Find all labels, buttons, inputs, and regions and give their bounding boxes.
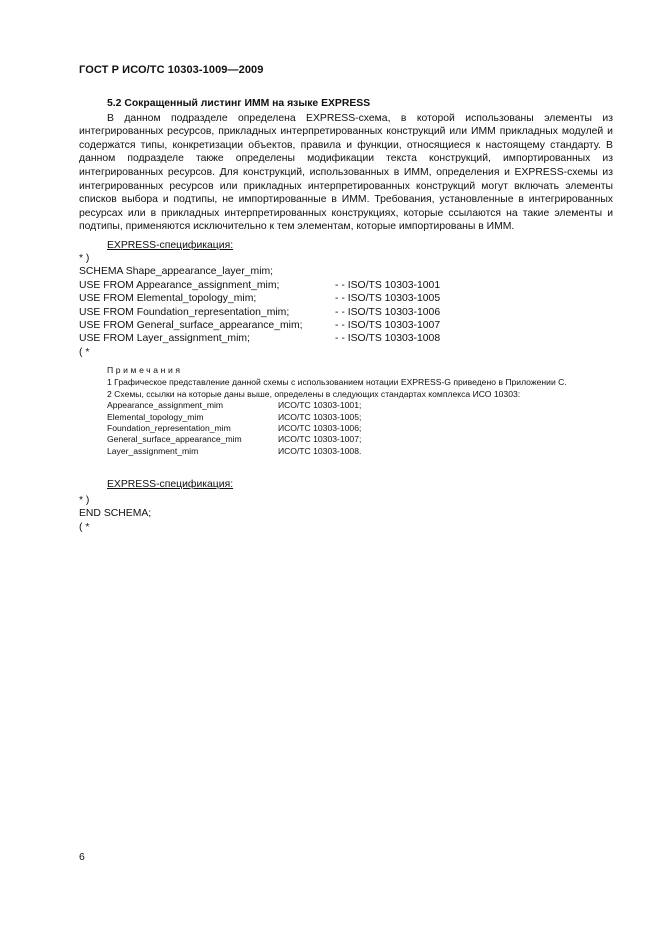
use-reference: - - ISO/TS 10303-1001: [335, 279, 441, 291]
note-1: 1 Графическое представление данной схемы с использованием нотации EXPRESS-G приведено в Приложении С.: [107, 377, 567, 388]
schema-reference-row: [107, 423, 613, 434]
spec-label-2: EXPRESS-спецификация:: [107, 479, 234, 490]
use-statement: USE FROM Elemental_topology_mim;: [79, 293, 257, 305]
schema-standard: ИСО/ТС 10303-1005;: [278, 411, 362, 422]
schema-reference-list: [107, 400, 613, 457]
code-open: * ): [79, 253, 90, 264]
notes-block: [79, 365, 613, 457]
schema-name: Appearance_assignment_mim: [107, 400, 224, 411]
schema-name: General_surface_appearance_mim: [107, 434, 242, 445]
running-header: ГОСТ Р ИСО/ТС 10303-1009—2009: [79, 64, 264, 76]
section-title: 5.2 Сокращенный листинг ИММ на языке EXPRESS: [107, 98, 371, 109]
schema-reference-row: [107, 412, 613, 423]
use-statement: USE FROM Layer_assignment_mim;: [79, 333, 250, 345]
use-statement: USE FROM Appearance_assignment_mim;: [79, 279, 280, 291]
schema-line: SCHEMA Shape_appearance_layer_mim;: [79, 266, 274, 278]
use-statement: USE FROM Foundation_representation_mim;: [79, 306, 290, 318]
schema-name: Foundation_representation_mim: [107, 423, 231, 434]
use-from-line: [79, 306, 619, 319]
use-statement: USE FROM General_surface_appearance_mim;: [79, 320, 303, 332]
notes-title: Примечания: [107, 365, 183, 375]
section-body: В данном подразделе определена EXPRESS-схема, в которой использованы элементы из интегрированных ресурсов, прикладных интерпретированных конструкций или ИММ прикладных модулей и содержатся типы, конкретизации объектов, правила и функции, относящиеся к настоящему стандарту. В данном подразделе также определены модификации текста конструкций, импортированных из интегрированных ресурсов. Для конструкций, использованных в ИММ, определения и EXPRESS-схемы из интегрированных ресурсов или прикладных интерпретированных конструкций могут включать элементы списков выбора и подтипы, не импортированные в ИММ. Требования, установленные в интегрированных ресурсах или в прикладных интерпретированных конструкциях, которые ссылаются на такие элементы и подтипы, применяются исключительно к тем элементам, которые импортированы в ИММ.: [79, 112, 613, 233]
use-reference: - - ISO/TS 10303-1007: [335, 320, 441, 332]
spec-label: EXPRESS-спецификация:: [107, 239, 234, 251]
code-close: ( *: [79, 346, 90, 358]
schema-reference-row: [107, 446, 613, 457]
use-from-line: [79, 319, 619, 332]
schema-name: Layer_assignment_mim: [107, 445, 199, 456]
express-code-block: [79, 252, 619, 359]
use-reference: - - ISO/TS 10303-1005: [335, 293, 441, 305]
use-from-line: [79, 279, 619, 292]
express-code-block-end: [79, 494, 619, 534]
code-close: ( *: [79, 521, 90, 533]
note-2: 2 Схемы, ссылки на которые даны выше, определены в следующих стандартах комплекса ИСО 10303:: [107, 388, 521, 399]
use-reference: - - ISO/TS 10303-1008: [335, 333, 441, 345]
use-from-line: [79, 292, 619, 305]
schema-name: Elemental_topology_mim: [107, 411, 204, 422]
use-from-line: [79, 332, 619, 345]
schema-reference-row: [107, 400, 613, 411]
use-reference: - - ISO/TS 10303-1006: [335, 306, 441, 318]
end-schema-line: END SCHEMA;: [79, 508, 152, 520]
schema-standard: ИСО/ТС 10303-1001;: [278, 400, 362, 411]
section-5-2: [79, 97, 613, 253]
schema-reference-row: [107, 434, 613, 445]
schema-standard: ИСО/ТС 10303-1008.: [278, 445, 362, 456]
schema-standard: ИСО/ТС 10303-1007;: [278, 434, 362, 445]
page-number: 6: [79, 852, 85, 863]
code-open: * ): [79, 495, 90, 506]
schema-standard: ИСО/ТС 10303-1006;: [278, 423, 362, 434]
